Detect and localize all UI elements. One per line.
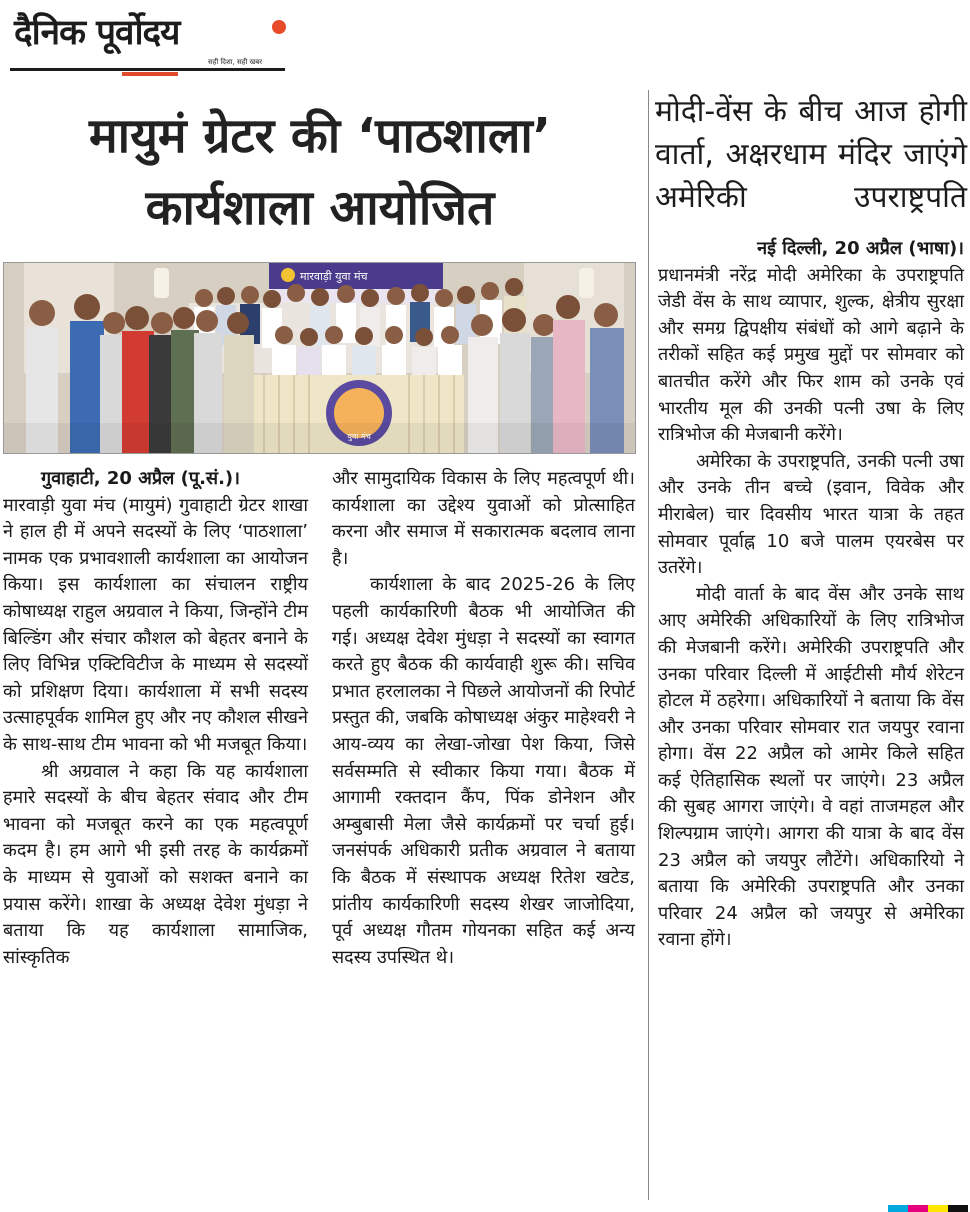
registration-mark-magenta — [908, 1205, 928, 1212]
main-paragraph-4: कार्यशाला के बाद 2025-26 के लिए पहली कार्यकारिणी बैठक भी आयोजित की गई। अध्यक्ष देवेश मुंधड़ा ने सदस्यों का स्वागत करते हुए बैठक की कार्यवाही शुरू की। सचिव प्रभात हरलालका ने पिछले आयोजनों की रिपोर्ट प्रस्तुत की, जबकि कोषाध्यक्ष अंकुर माहेश्वरी ने आय-व्यय का लेखा-जोखा पेश किया, जिसे सर्वसम्मति से स्वीकार किया गया। बैठक में आगामी रक्तदान कैंप, पिंक डोनेशन और अम्बुबासी मेला जैसे कार्यक्रमों पर चर्चा हुई। जनसंपर्क अधिकारी प्रतीक अग्रवाल ने बताया कि बैठक में संस्थापक अध्यक्ष रितेश खटेड, प्रांतीय कार्यकारिणी सदस्य शेखर जाजोदिया, पूर्व अध्यक्ष गौतम गोयनका सहित कई अन्य सदस्य उपस्थित थे। — [332, 574, 635, 968]
main-story-column-1 — [3, 466, 308, 971]
group-photo — [3, 262, 636, 454]
main-paragraph-3: और सामुदायिक विकास के लिए महत्वपूर्ण थी। कार्यशाला का उद्देश्य युवाओं को प्रोत्साहित करना और समाज में सकारात्मक बदलाव लाना है। — [332, 468, 635, 569]
main-headline — [10, 100, 630, 244]
newspaper-title: दैनिक पूर्वोदय — [14, 13, 180, 53]
newspaper-tagline: सही दिशा, सही खबर — [208, 58, 263, 66]
registration-mark-black — [948, 1205, 968, 1212]
side-story-headline: मोदी-वेंस के बीच आज होगी वार्ता, अक्षरधाम मंदिर जाएंगे अमेरिकी उपराष्ट्रपति — [655, 94, 967, 215]
main-paragraph-1: मारवाड़ी युवा मंच (मायुमं) गुवाहाटी ग्रेटर शाखा ने हाल ही में अपने सदस्यों के लिए ‘पाठशाला’ नामक एक प्रभावशाली कार्यशाला का आयोजन किया। इस कार्यशाला का संचालन राष्ट्रीय कोषाध्यक्ष राहुल अग्रवाल ने किया, जिन्होंने टीम बिल्डिंग और संचार कौशल को बेहतर बनाने के लिए विभिन्न एक्टिविटीज के माध्यम से सदस्यों को प्रशिक्षण दिया। कार्यशाला में सभी सदस्य उत्साहपूर्वक शामिल हुए और नए कौशल सीखने के साथ-साथ टीम भावना को भी मजबूत किया। — [3, 494, 308, 755]
main-headline-line1: मायुमं ग्रेटर की ‘पाठशाला’ — [88, 108, 552, 164]
registration-mark-cyan — [888, 1205, 908, 1212]
column-divider — [648, 90, 649, 1200]
side-dateline: नई दिल्ली, 20 अप्रैल (भाषा)। — [757, 238, 964, 259]
side-paragraph-1: प्रधानमंत्री नरेंद्र मोदी अमेरिका के उपराष्ट्रपति जेडी वेंस के साथ व्यापार, शुल्क, क्षेत्रीय सुरक्षा और समग्र द्विपक्षीय संबंधों को आगे बढ़ाने के तरीकों सहित कई प्रमुख मुद्दों पर सोमवार को बातचीत करेंगे और फिर शाम को उनके एवं भारतीय मूल की उनकी पत्नी उषा के लिए रात्रिभोज की मेजबानी करेंगे। — [658, 264, 964, 446]
side-paragraph-3: मोदी वार्ता के बाद वेंस और उनके साथ आए अमेरिकी अधिकारियों के लिए रात्रिभोज की मेजबानी करेंगे। अमेरिकी उपराष्ट्रपति और उनका परिवार दिल्ली में आईटीसी मौर्य शेरेटन होटल में ठहरेगा। अधिकारियों ने बताया कि वेंस और उनका परिवार सोमवार रात जयपुर रवाना होगा। वेंस 22 अप्रैल को आमेर किले सहित कई ऐतिहासिक स्थलों पर जाएंगे। 23 अप्रैल की सुबह आगरा जाएंगे। वे वहां ताजमहल और शिल्पग्राम जाएंगे। आगरा की यात्रा के बाद वेंस 23 अप्रैल को जयपुर लौटेंगे। अधिकारियो ने बताया कि अमेरिकी उपराष्ट्रपति और उनका परिवार 24 अप्रैल को जयपुर से अमेरिका रवाना होंगे। — [658, 583, 964, 951]
group-photo-illustration — [4, 263, 635, 453]
logo-dot-icon — [272, 20, 286, 34]
masthead-accent-bar — [122, 72, 178, 76]
main-paragraph-2: श्री अग्रवाल ने कहा कि यह कार्यशाला हमारे सदस्यों के बीच बेहतर संवाद और टीम भावना को मजबूत करने का एक महत्वपूर्ण कदम है। हम आगे भी इसी तरह के कार्यक्रमों के माध्यम से युवाओं को सशक्त बनाने का प्रयास करेंगे। शाखा के अध्यक्ष देवेश मुंधड़ा ने बताया कि यह कार्यशाला सामाजिक, सांस्कृतिक — [3, 760, 308, 968]
main-headline-line2: कार्यशाला आयोजित — [145, 180, 495, 236]
masthead — [10, 8, 285, 72]
main-story-column-2 — [332, 466, 635, 971]
registration-mark-yellow — [928, 1205, 948, 1212]
side-story-column — [658, 236, 964, 954]
masthead-rule — [10, 68, 285, 71]
side-paragraph-2: अमेरिका के उपराष्ट्रपति, उनकी पत्नी उषा और उनके तीन बच्चे (इवान, विवेक और मीराबेल) चार दिवसीय भारत यात्रा के तहत सोमवार पूर्वाह्न 10 बजे पालम एयरबेस पर उतरेंगे। — [658, 450, 964, 579]
main-dateline: गुवाहाटी, 20 अप्रैल (पू.सं.)। — [41, 468, 240, 489]
event-banner-text: मारवाड़ी युवा मंच — [300, 270, 368, 283]
table-emblem-text: युवा मंच — [347, 432, 371, 441]
